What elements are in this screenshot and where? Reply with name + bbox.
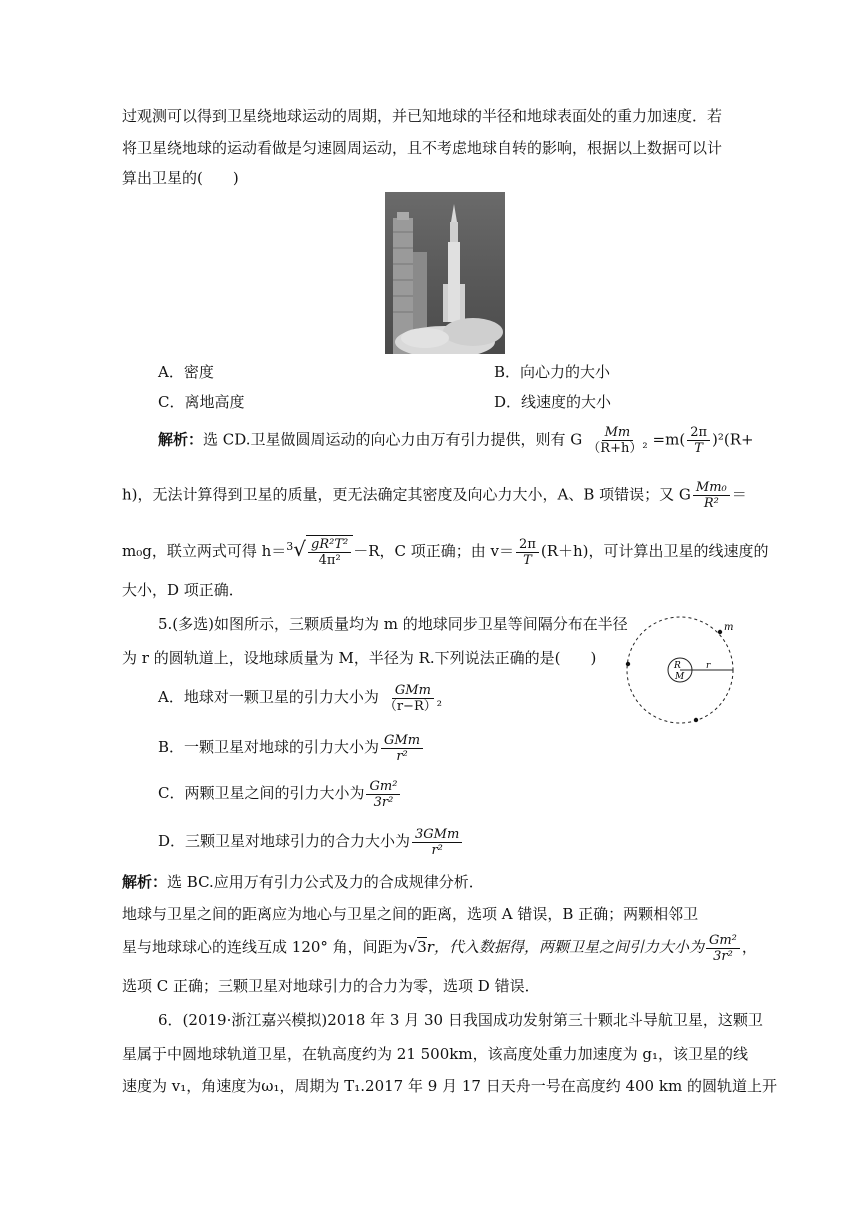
q4-analysis-line3: m₀g，联立两式可得 h＝$^3$√ $\frac{\text{gR²T²}}{\text{4π²}}$ －R，C 项正确；由 v＝ $\frac{2\pi}{T}$ (R＋h)，可计算出卫星的线速度的	[122, 536, 769, 568]
frac-2pi-over-t-2: $\frac{2\pi}{T}$	[516, 537, 539, 568]
q5-analysis-line3: 星与地球球心的连线互成 120° 角，间距为√3r，代入数据得，两颗卫星之间引力大小为 $\frac{\text{Gm²}}{\text{3r²}}$ ，	[122, 932, 757, 964]
q4-option-c: C．离地高度	[158, 393, 245, 411]
frac-mm0-over-r2: $\frac{\text{Mm₀}}{\text{R²}}$	[693, 480, 730, 511]
q4-analysis-line4: 大小，D 项正确．	[122, 581, 244, 599]
q5-option-c: C．两颗卫星之间的引力大小为 $\frac{\text{Gm²}}{\text{3r²}}$	[158, 776, 402, 810]
q4-option-d: D．线速度的大小	[494, 393, 612, 411]
label-M: M	[675, 672, 685, 682]
q4-analysis-line1: 解析：选 CD.卫星做圆周运动的向心力由万有引力提供，则有 G $\frac{Mm}{\text{（R+h）²}}$ =m( $\frac{2\pi}{T}$ )²(R+	[158, 425, 754, 456]
q4-analysis-line2: h)，无法计算得到卫星的质量，更无法确定其密度及向心力大小，A、B 项错误；又 G $\frac{\text{Mm₀}}{\text{R²}}$ ＝	[122, 480, 747, 511]
orbit-diagram	[620, 610, 740, 730]
q5-option-a: A．地球对一颗卫星的引力大小为 $\frac{\text{GMm}}{\text{（r−R）²}}$	[158, 680, 447, 714]
q6-line2: 星属于中圆地球轨道卫星，在轨高度约为 21 500km，该高度处重力加速度为 g₁，该卫星的线	[122, 1045, 748, 1063]
frac-gm2-over-3r2-analysis: $\frac{\text{Gm²}}{\text{3r²}}$	[706, 933, 740, 964]
q4-option-a: A．密度	[158, 363, 214, 381]
q5-stem-line2: 为 r 的圆轨道上，设地球质量为 M，半径为 R.下列说法正确的是( )	[122, 649, 597, 667]
q5-option-d: D．三颗卫星对地球引力的合力大小为 $\frac{\text{3GMm}}{\text{r²}}$	[158, 824, 464, 858]
frac-gmm-over-r-minus-r2: $\frac{\text{GMm}}{\text{（r−R）²}}$	[383, 682, 442, 714]
satellite-dot-2	[626, 662, 630, 666]
satellite-dot-3	[694, 718, 698, 722]
frac-mm-over-rh2: $\frac{Mm}{\text{（R+h）²}}$	[587, 425, 648, 456]
label-R: R	[674, 661, 681, 671]
label-m: m	[724, 622, 734, 633]
frac-gm2-over-3r2: $\frac{\text{Gm²}}{\text{3r²}}$	[366, 779, 400, 810]
q6-line3: 速度为 v₁，角速度为ω₁，周期为 T₁.2017 年 9 月 17 日天舟一号在高度约 400 km 的圆轨道上开	[122, 1077, 777, 1095]
frac-2pi-over-t: $\frac{2\pi}{T}$	[687, 425, 710, 456]
cube-root-index: 3	[286, 540, 294, 553]
q4-stem-line3: 算出卫星的( )	[122, 169, 239, 187]
radical-sign: √	[293, 537, 307, 561]
q4-stem-line1: 过观测可以得到卫星绕地球运动的周期，并已知地球的半径和地球表面处的重力加速度．若	[122, 107, 723, 125]
q5-analysis-line4: 选项 C 正确；三颗卫星对地球引力的合力为零，选项 D 错误．	[122, 977, 540, 995]
q5-stem-line1: 5.(多选)如图所示，三颗质量均为 m 的地球同步卫星等间隔分布在半径	[158, 615, 628, 633]
frac-gmm-over-r2: $\frac{\text{GMm}}{\text{r²}}$	[381, 733, 423, 764]
q4-option-b: B．向心力的大小	[494, 363, 611, 381]
q4-stem-line2: 将卫星绕地球的运动看做是匀速圆周运动，且不考虑地球自转的影响，根据以上数据可以计	[122, 139, 723, 157]
satellite-dot-1	[718, 630, 722, 634]
frac-grt-over-4pi2: $\frac{\text{gR²T²}}{\text{4π²}}$	[308, 537, 351, 568]
rocket-launch-graphic	[385, 192, 505, 354]
q6-line1: 6．(2019·浙江嘉兴模拟)2018 年 3 月 30 日我国成功发射第三十颗北斗导航卫星，这颗卫	[158, 1011, 763, 1029]
label-r: r	[706, 661, 711, 671]
q5-analysis-line2: 地球与卫星之间的距离应为地心与卫星之间的距离，选项 A 错误，B 正确；两颗相邻卫	[122, 905, 699, 923]
rocket-launch-photo	[385, 192, 505, 354]
sqrt-sign: √	[407, 938, 418, 956]
q5-analysis-line1: 解析：选 BC.应用万有引力公式及力的合成规律分析．	[122, 873, 484, 891]
q5-option-b: B．一颗卫星对地球的引力大小为 $\frac{\text{GMm}}{\text{r²}}$	[158, 730, 425, 764]
frac-3gmm-over-r2: $\frac{\text{3GMm}}{\text{r²}}$	[412, 827, 462, 858]
